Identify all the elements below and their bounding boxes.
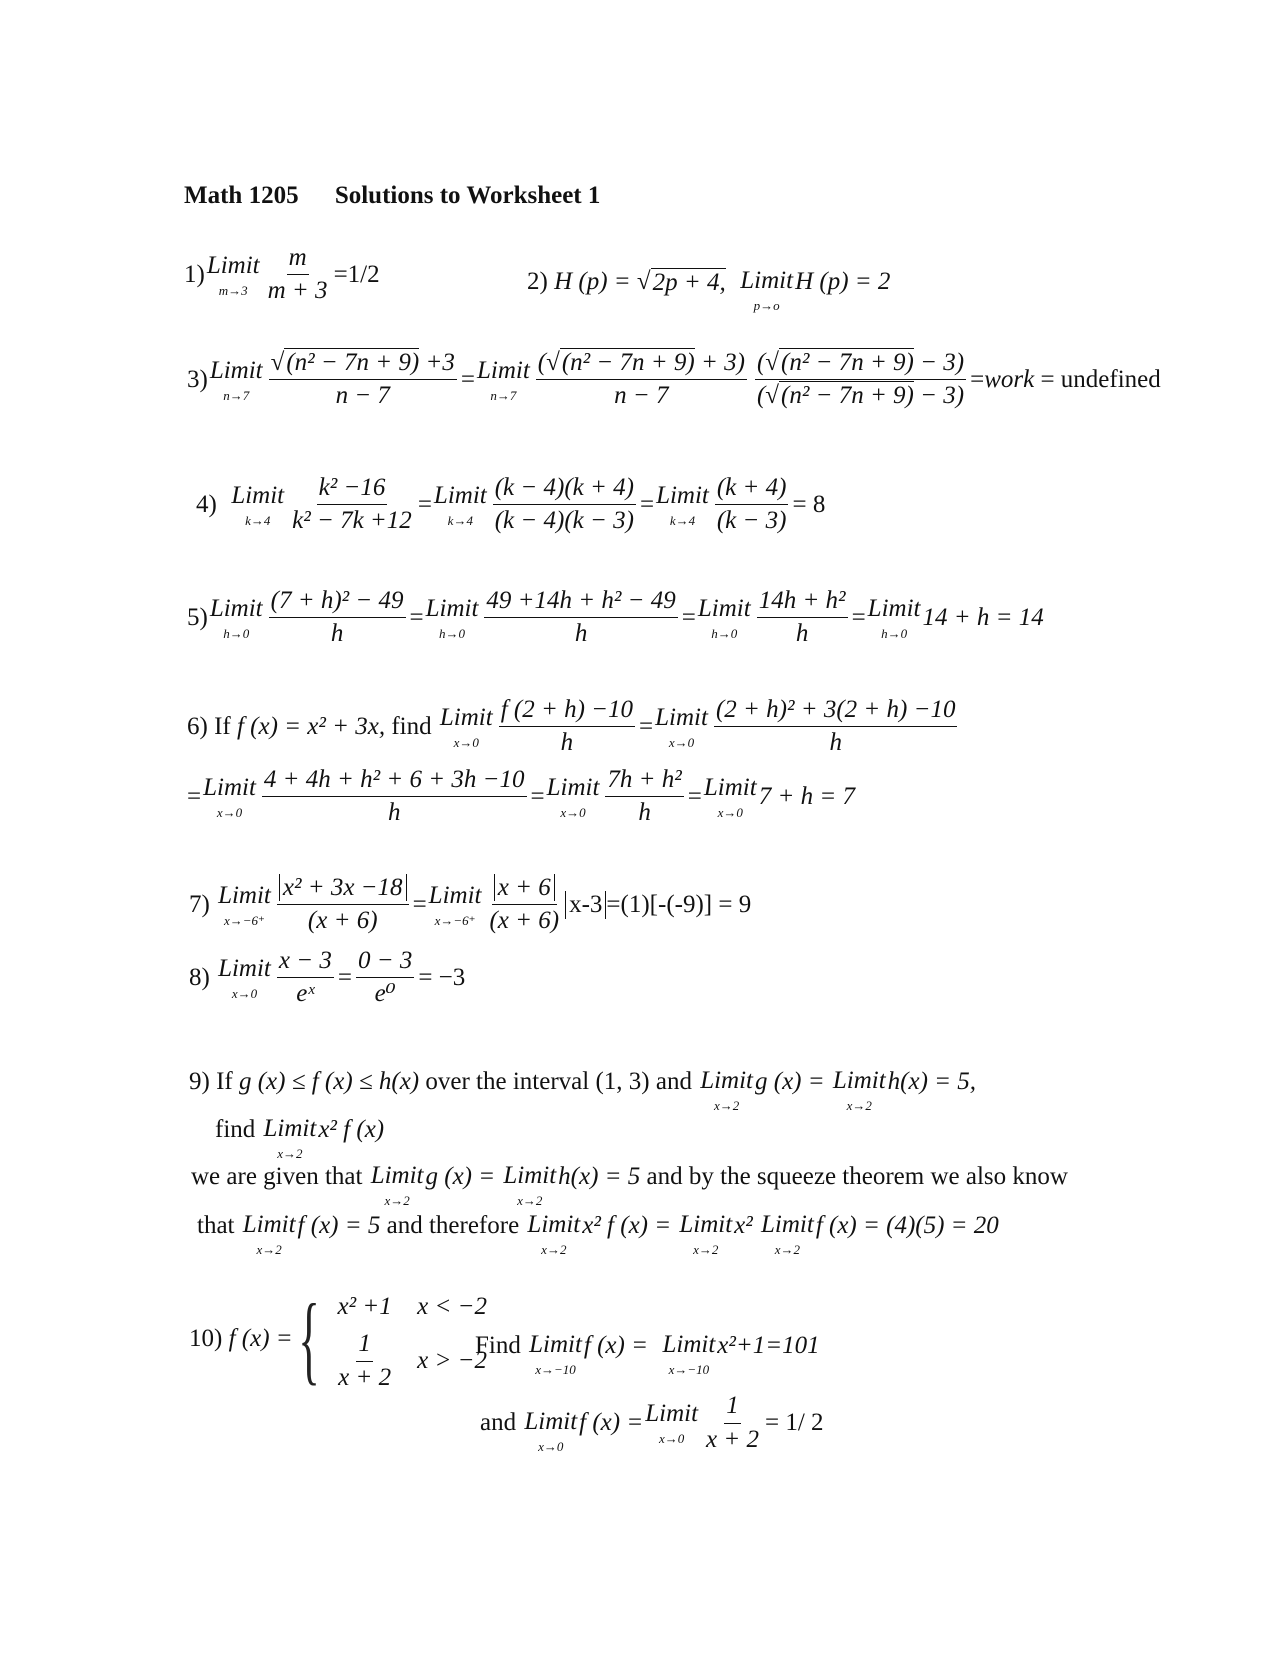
fraction-a: $\frac{\text{(7 + h)² − 49}}{h}$ (270, 587, 404, 648)
equals: = (409, 603, 424, 631)
work-label: work (984, 365, 1035, 393)
limit-operator: Limit x→−6⁺ (218, 881, 271, 928)
function-definition: H (p) = (554, 268, 631, 295)
problem-label: 4) (196, 490, 217, 518)
fraction-b: $\frac{(k - 4)(k + 4)}{(k - 4)(k - 3)}$ (494, 474, 634, 535)
equals: = (851, 603, 866, 631)
limit-operator: Limit x→−6⁺ (428, 881, 482, 928)
inequality: g (x) ≤ f (x) ≤ h(x) (238, 1068, 420, 1095)
result: x²+1=101 (717, 1332, 820, 1359)
limit-operator: Limit x→0 (218, 954, 271, 1001)
problem-6-line-1 (187, 697, 961, 757)
product-expression: x² f (x) = (582, 1212, 672, 1239)
h-expression: h(x) = 5 (558, 1163, 641, 1190)
limit-operator: Limit h→0 (697, 594, 751, 641)
limit-operator: Limit x→−10 (662, 1331, 716, 1377)
result: H (p) = 2 (795, 268, 891, 295)
limit-operator: Limit x→0 (546, 773, 600, 820)
equals: = (417, 490, 432, 518)
problem-label: 10) (189, 1325, 223, 1352)
problem-label: 7) (189, 890, 210, 918)
limit-operator: Limit h→0 (425, 594, 479, 641)
problem-9-line-4 (197, 1196, 999, 1256)
equals: = (337, 963, 352, 991)
limit-operator: Limit n→7 (209, 356, 263, 403)
problem-label: 2) (527, 268, 548, 295)
piecewise-cases (325, 1285, 487, 1393)
equals: = (530, 782, 545, 810)
fraction-a: $\frac{x - 3}{\text{eˣ}}$ (278, 947, 332, 1008)
fraction-c: $\frac{\text{14h + h²}}{h}$ (758, 587, 846, 648)
limit-operator: Limit x→0 (645, 1400, 699, 1446)
radicand: 2p + 4, (652, 268, 726, 296)
limit-operator: Limit k→4 (656, 481, 709, 528)
equals: = (187, 782, 202, 810)
interval-text: over the interval (1, 3) and (425, 1068, 692, 1095)
fraction-a: $\frac{\text{√(n² − 7n + 9) +3}}{n - 7}$ (270, 349, 455, 410)
problem-10-limit-b (480, 1393, 824, 1453)
limit-operator: Limit h→0 (867, 594, 921, 641)
limit-operator: Limit x→2 (761, 1211, 814, 1257)
fraction-b: $\frac{\text{49 +14h + h² − 49}}{h}$ (486, 587, 676, 648)
problem-label: 1) (184, 260, 205, 288)
fraction-c: $\frac{\text{4 + 4h + h² + 6 + 3h −10}}{h}$ (263, 766, 525, 827)
limit-operator: Limit p→o (740, 267, 794, 313)
equals: = (639, 490, 655, 518)
g-expression: g (x) = (755, 1068, 825, 1095)
problem-label: 8) (189, 963, 210, 991)
problem-8 (189, 948, 465, 1008)
result: =1/2 (333, 260, 380, 288)
h-expression: h(x) = 5, (887, 1068, 977, 1095)
sqrt-sign: √ (636, 268, 651, 295)
limit-operator: Limit x→2 (242, 1211, 296, 1257)
problem-label: 9) If (189, 1068, 233, 1095)
and-text: and (480, 1409, 517, 1436)
limit-operator: Limit x→0 (439, 703, 493, 750)
limit-operator: Limit k→4 (433, 481, 487, 528)
result: = 8 (792, 490, 826, 518)
therefore-text: and therefore (386, 1212, 520, 1239)
problem-label: 5) (187, 603, 208, 631)
fraction: $\frac{1}{x + 2}$ (706, 1392, 759, 1453)
problem-10-limit-a (475, 1316, 820, 1376)
equals: = (970, 365, 985, 393)
find-text: Find (475, 1332, 521, 1359)
page-title (184, 182, 630, 210)
g-expression: g (x) = (425, 1163, 496, 1190)
problem-label: 6) (187, 712, 208, 740)
limit-operator: Limit x→2 (370, 1162, 424, 1208)
absolute-value: x-3 (565, 891, 606, 919)
limit-operator: Limit x→2 (679, 1211, 733, 1257)
result: 14 + h = 14 (922, 603, 1044, 631)
result: f (x) = (4)(5) = 20 (815, 1212, 999, 1239)
limit-operator: Limit x→2 (263, 1115, 317, 1161)
find-text: find (391, 712, 432, 740)
limit-operator: Limit k→4 (231, 481, 285, 528)
fraction-a: $\frac{\text{x² + 3x −18}}{(x + 6)}$ (277, 875, 409, 935)
fraction-c: $\frac{\text{(√(n² − 7n + 9) − 3)}}{\text{(√(n² − 7n + 9) − 3)}}$ (756, 349, 965, 410)
problem-6-line-2 (187, 767, 855, 827)
fraction-a: $\frac{\text{k² −16}}{\text{k² − 7k +12}}$ (292, 474, 412, 535)
problem-4 (196, 475, 825, 535)
course-code: Math 1205 (184, 182, 299, 209)
result: = −3 (418, 963, 466, 991)
limit-operator: Limit x→2 (503, 1162, 557, 1208)
fraction-b: $\frac{\text{(2 + h)² + 3(2 + h) −10}}{h}$ (715, 696, 956, 757)
brace-icon: { (297, 1283, 320, 1394)
squeeze-text: and by the squeeze theorem we also know (646, 1163, 1068, 1190)
fraction-b: $\frac{0 - 3}{\text{e⁰}}$ (357, 947, 413, 1008)
f-expression: f (x) = (579, 1409, 644, 1436)
target-expression: x² f (x) (318, 1116, 385, 1143)
fraction-b: $\frac{x + 6}{(x + 6)}$ (489, 874, 560, 935)
case-2: $\frac{1}{x + 2}$ x > −2 (338, 1330, 487, 1391)
fraction: $\frac{m}{m + 3}$ (267, 244, 328, 305)
equals: = (460, 365, 475, 393)
problem-10-definition (189, 1285, 487, 1393)
limit-operator: Limit x→−10 (529, 1331, 582, 1377)
fraction-a: $\frac{f (2 + h) -10}{h}$ (500, 696, 634, 757)
problem-2 (527, 252, 890, 312)
result: = undefined (1040, 365, 1161, 393)
function-definition: f (x) = x² + 3x, (236, 712, 386, 740)
find-text: find (215, 1116, 256, 1143)
limit-operator: Limit x→0 (524, 1408, 578, 1454)
limit-operator: Limit x→0 (203, 773, 256, 820)
case-1: x² +1 x < −2 (337, 1293, 487, 1320)
function-definition: f (x) = (228, 1325, 293, 1352)
result: = 1/ 2 (764, 1409, 824, 1436)
limit-operator: Limit n→7 (476, 356, 530, 403)
x-squared: x² (734, 1212, 753, 1239)
limit-operator: Limit x→2 (700, 1067, 753, 1113)
limit-operator: Limit x→2 (527, 1211, 581, 1257)
limit-operator: Limit x→0 (703, 773, 757, 820)
fraction-c: $\frac{(k + 4)}{(k - 3)}$ (716, 474, 787, 535)
equals: = (681, 603, 696, 631)
fraction-d: $\frac{\text{7h + h²}}{h}$ (607, 766, 682, 827)
problem-1 (184, 245, 380, 305)
result: 7 + h = 7 (758, 782, 855, 810)
f-limit: f (x) = 5 (297, 1212, 381, 1239)
equals: = (412, 890, 427, 918)
limit-operator: Limit m→3 (206, 251, 260, 298)
equals: = (639, 712, 654, 740)
given-text: we are given that (191, 1163, 363, 1190)
fraction-b: $\frac{\text{(√(n² − 7n + 9) + 3)}}{n - 7}$ (537, 349, 745, 410)
limit-operator: Limit x→2 (832, 1067, 886, 1113)
f-expression: f (x) = (583, 1332, 648, 1359)
limit-operator: Limit x→0 (655, 703, 708, 750)
problem-5 (187, 588, 1044, 648)
problem-label: 3) (187, 365, 208, 393)
result: =(1)[-(-9)] = 9 (606, 890, 752, 918)
worksheet-title: Solutions to Worksheet 1 (334, 182, 601, 209)
equals: = (687, 782, 702, 810)
problem-3 (187, 350, 1161, 410)
limit-operator: Limit h→0 (209, 594, 263, 641)
that-text: that (197, 1212, 235, 1239)
intro-text: If (214, 712, 231, 740)
problem-7 (189, 875, 751, 935)
